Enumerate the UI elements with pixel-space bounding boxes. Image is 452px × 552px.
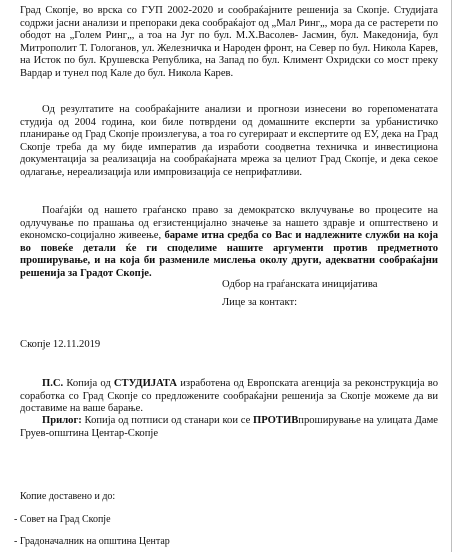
paragraph-meeting-request xyxy=(20,205,438,281)
paragraph-analysis-results: Од резултатите на сообраќајните анализи и прогнози изнесени во горепоменатата студија од 2004 година, кои биле потврдени од домашните експерти за урбанистичко планирање од Град Скопје произлегува, а тоа го сугерираат и експертите од ЕУ, дека на Град Скопје треба да му биде императив да изработи соодветна техничка и инвестициона документација за реализација на сообраќајната мрежа за целиот Град Скопје, и дека секое одлагање, нереализација или импровизација се неприфатливи. xyxy=(20,104,438,178)
attachment-text-1: Копија од потписи од станари кои се xyxy=(81,415,254,426)
attachment-against-word: ПРОТИВ xyxy=(253,415,299,426)
copy-recipient: - Совет на Град Скопје xyxy=(14,514,111,525)
attachment-paragraph xyxy=(20,415,438,440)
ps-text-1: Копија од xyxy=(63,378,114,389)
ps-paragraph xyxy=(20,378,438,416)
meeting-request-bold: бараме итна средба со Вас и надлежните служби на која во повеќе детали ќе ги споделиме нашите аргументи против предметното проширување, и на која би размениле мислења околу други, адекватни сообраќајни решенија за Градот Скопје. xyxy=(20,230,439,279)
copy-recipient: - Градоначалник на општина Центар xyxy=(14,536,170,547)
attachment-label: Прилог: xyxy=(42,415,82,426)
ps-label: П.С. xyxy=(42,378,64,389)
attachment-text-2: проширување на улицата Даме Груев-општина Центар-Скопје xyxy=(20,415,439,439)
ps-study-word: СТУДИЈАТА xyxy=(113,378,178,389)
signature-committee: Одбор на граѓанската иницијатива xyxy=(222,279,378,290)
signature-contact: Лице за контакт: xyxy=(222,297,298,308)
copies-heading: Копие доставено и до: xyxy=(20,491,116,502)
paragraph-study-summary: Град Скопје, во врска со ГУП 2002-2020 и сообраќајните решенија за Скопје. Студијата содржи јасни анализи и препораки дека сообраќајот од „Мал Ринг„, мора да се растерети по ободот на „Голем Ринг„, а тоа на Југ по бул. М.Х.Васолев- Јасмин, бул. Македонија, бул Митрополит Т. Гологанов, ул. Железничка и Народен фронт, на Север по бул. Никола Карев, на Исток по бул. Крушевска Република, на Запад по бул. Климент Охридски со мост преку Вардар и тунел под Кале до бул. Никола Карев. xyxy=(20,5,438,79)
date-line: Скопје 12.11.2019 xyxy=(20,339,101,350)
meeting-request-text: Поаѓајќи од нашето граѓанско право за демократско вклучување во процесите на одлучување по прашања од егзистенцијално значење за нашето здравје и општествено и економско-социјално живеење, xyxy=(20,205,438,242)
ps-text-2: изработена од Европската агенција за реконструкција во соработка со Град Скопје со предложените сообраќајни решенија за Скопје можеме да ви доставиме на ваше барање. xyxy=(20,378,438,415)
